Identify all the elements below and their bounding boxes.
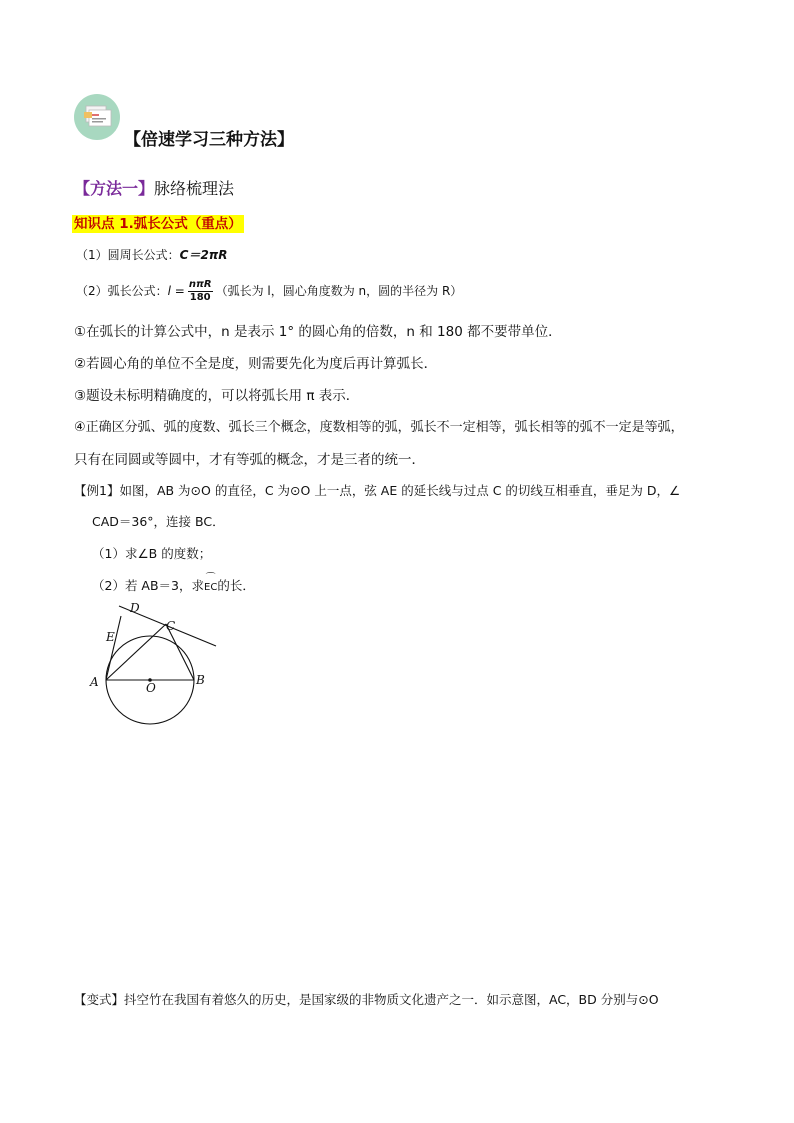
example-1-question-1: （1）求∠B 的度数； [92, 546, 212, 561]
question-2-suffix: 的长． [217, 578, 255, 593]
example-1-line-1: 【例1】如图，AB 为⊙O 的直径，C 为⊙O 上一点，弦 AE 的延长线与过点 C 的切线互相垂直，垂足为 D，∠ [74, 483, 681, 498]
formula-2 [76, 276, 462, 306]
fraction-denominator: 180 [189, 292, 211, 303]
note-3: ③题设未标明精确度的，可以将弧长用 π 表示． [74, 388, 360, 404]
label-b: B [196, 673, 205, 687]
method-heading [74, 176, 234, 199]
label-o: O [146, 681, 156, 695]
line-ad [106, 616, 121, 680]
formula-2-note: （弧长为 l，圆心角度数为 n，圆的半径为 R） [215, 284, 463, 298]
geometry-figure [86, 596, 226, 726]
fraction-numerator: nπR [188, 279, 212, 290]
formula-1 [76, 246, 228, 263]
arc-ec [204, 573, 218, 593]
note-1: ①在弧长的计算公式中，n 是表示 1° 的圆心角的倍数，n 和 180 都不要带单位． [74, 324, 562, 340]
page-title: 【倍速学习三种方法】 [124, 130, 294, 150]
formula-1-expr: C＝2πR [179, 248, 228, 262]
method-rest: 脉络梳理法 [154, 179, 235, 198]
label-a: A [90, 675, 99, 689]
header-icon [74, 94, 120, 140]
method-name: 方法一 [90, 179, 139, 198]
example-1-question-2 [92, 573, 255, 594]
label-d: D [130, 601, 140, 615]
knowledge-point-highlight: 知识点 1.弧长公式（重点） [74, 216, 242, 232]
method-bracket-open: 【 [74, 179, 91, 198]
variant-text: 【变式】抖空竹在我国有着悠久的历史，是国家级的非物质文化遗产之一．如示意图，AC，BD 分别与⊙O [74, 992, 659, 1007]
document-stack-icon [74, 94, 120, 140]
chord-ac [106, 624, 166, 680]
arc-symbol: ⌒ [205, 573, 216, 584]
note-2: ②若圆心角的单位不全是度，则需要先化为度后再计算弧长． [74, 356, 438, 372]
label-e: E [106, 630, 115, 644]
example-1-line-2: CAD＝36°，连接 BC． [92, 514, 225, 529]
question-2-prefix: （2）若 AB＝3，求 [92, 578, 205, 593]
knowledge-point-label [72, 212, 244, 232]
formula-2-prefix: （2）弧长公式： [76, 284, 168, 298]
formula-1-prefix: （1）圆周长公式： [76, 248, 180, 262]
formula-2-fraction [188, 279, 213, 304]
label-c: C [166, 619, 176, 633]
arc-label: EC [204, 582, 218, 593]
formula-2-lhs: l = [167, 284, 185, 298]
note-4-continued: 只有在同圆或等圆中，才有等弧的概念，才是三者的统一． [74, 452, 425, 468]
method-bracket-close: 】 [138, 179, 155, 198]
note-4: ④正确区分弧、弧的度数、弧长三个概念，度数相等的弧，弧长不一定相等，弧长相等的弧不一定是等弧， [74, 420, 684, 435]
